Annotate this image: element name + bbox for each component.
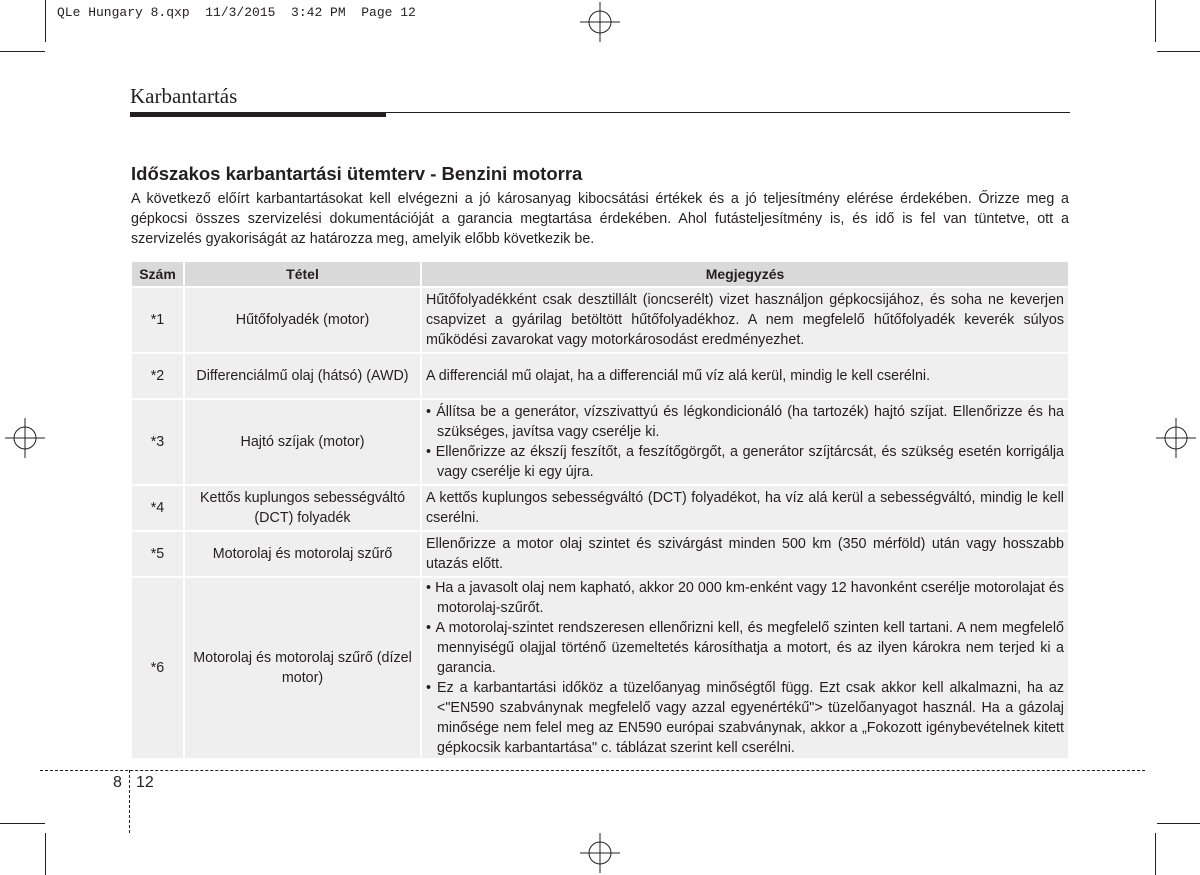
crop-mark: [0, 823, 45, 824]
registration-mark-icon: [1156, 418, 1196, 458]
row-note: Hűtőfolyadékként csak desztillált (ioncserélt) vizet használjon gépkocsijához, és soha ne keverjen csapvizet a gyárilag betöltött hűtőfolyadékhoz. A nem megfelelő hűtőfolyadék keverék súlyos működési zavarokat vagy motorkárosodást eredményezhet.: [422, 288, 1068, 352]
table-row: [132, 486, 1068, 530]
row-item: Motorolaj és motorolaj szűrő: [185, 532, 420, 576]
row-note: Ellenőrizze a motor olaj szintet és szivárgást minden 500 km (350 mérföld) után vagy hosszabb utazás előtt.: [422, 532, 1068, 576]
print-slug: QLe Hungary 8.qxp 11/3/2015 3:42 PM Page 12: [57, 5, 416, 20]
column-header-item: Tétel: [185, 262, 420, 286]
table-header-row: [132, 262, 1068, 286]
table-row: [132, 532, 1068, 576]
note-bullet: • A motorolaj-szintet rendszeresen ellenőrizni kell, és megfelelő szinten kell tartani. A nem megfelelő mennyiségű olajjal történő üzemeltetés károsíthatja a motort, és az ilyen károkra nem terjed ki a garancia.: [426, 620, 1065, 676]
note-bullet: • Ha a javasolt olaj nem kapható, akkor 20 000 km-enként vagy 12 havonként cserélje motorolajat és motorolaj-szűrőt.: [426, 580, 1065, 616]
note-bullet: • Ellenőrizze az ékszíj feszítőt, a feszítőgörgőt, a generátor szíjtárcsát, és szükség esetén korrigálja vagy cserélje ki egy újra.: [426, 444, 1064, 480]
chapter-number: 8: [113, 774, 122, 791]
row-item: Differenciálmű olaj (hátsó) (AWD): [185, 354, 420, 398]
row-number: *2: [132, 354, 183, 398]
crop-mark: [1157, 51, 1200, 52]
row-number: *6: [132, 578, 183, 758]
table-row: [132, 288, 1068, 352]
row-number: *4: [132, 486, 183, 530]
crop-mark: [1155, 0, 1156, 42]
crop-mark: [1155, 833, 1156, 875]
row-item: Hűtőfolyadék (motor): [185, 288, 420, 352]
column-header-number: Szám: [132, 262, 183, 286]
row-note: [422, 400, 1068, 484]
row-number: *1: [132, 288, 183, 352]
section-title: Karbantartás: [130, 84, 238, 108]
table-row: [132, 400, 1068, 484]
registration-mark-icon: [580, 833, 620, 873]
maintenance-table: [130, 260, 1070, 760]
note-bullet: • Állítsa be a generátor, vízszivattyú és légkondicionáló (ha tartozék) hajtó szíjat. Ellenőrizze és ha szükséges, javítsa vagy cserélje ki.: [426, 404, 1064, 440]
footer-divider: [129, 770, 130, 833]
registration-mark-icon: [5, 418, 45, 458]
crop-mark: [45, 833, 46, 875]
row-item: Kettős kuplungos sebességváltó (DCT) folyadék: [185, 486, 420, 530]
table-row: [132, 578, 1068, 758]
page-number: 12: [136, 774, 154, 791]
header-rule-accent: [130, 112, 386, 117]
row-number: *5: [132, 532, 183, 576]
row-note: [422, 578, 1068, 758]
note-bullet: • Ez a karbantartási időköz a tüzelőanyag minőségtől függ. Ezt csak akkor kell alkalmazni, ha az <"EN590 szabványnak megfelelő vagy azzal egyenértékű"> tüzelőanyagot használ. Ha a gázolaj minősége nem felel meg az EN590 európai szabványnak, akkor a „Fokozott igénybevételnek kitett gépkocsik karbantartása" c. táblázat szerint kell cserélni.: [426, 680, 1064, 756]
row-note: A differenciál mű olajat, ha a differenciál mű víz alá kerül, mindig le kell cserélni.: [422, 354, 1068, 398]
intro-paragraph: A következő előírt karbantartásokat kell elvégezni a jó károsanyag kibocsátási értékek és a jó teljesítmény elérése érdekében. Őrizze meg a gépkocsi összes szervizelési dokumentációját a garancia megtartása érdekében. Ahol futásteljesítmény is, és idő is fel van tüntetve, ott a szervizelés gyakoriságát az határozza meg, amelyik előbb következik be.: [131, 191, 1069, 247]
row-number: *3: [132, 400, 183, 484]
row-item: Motorolaj és motorolaj szűrő (dízel motor): [185, 578, 420, 758]
footer-rule: [40, 770, 1145, 771]
row-item: Hajtó szíjak (motor): [185, 400, 420, 484]
column-header-note: Megjegyzés: [422, 262, 1068, 286]
table-row: [132, 354, 1068, 398]
registration-mark-icon: [580, 2, 620, 42]
crop-mark: [0, 51, 45, 52]
row-note: A kettős kuplungos sebességváltó (DCT) folyadékot, ha víz alá kerül a sebességváltó, mindig le kell cserélni.: [422, 486, 1068, 530]
crop-mark: [1157, 823, 1200, 824]
page-heading: Időszakos karbantartási ütemterv - Benzini motorra: [131, 163, 583, 184]
crop-mark: [45, 0, 46, 42]
